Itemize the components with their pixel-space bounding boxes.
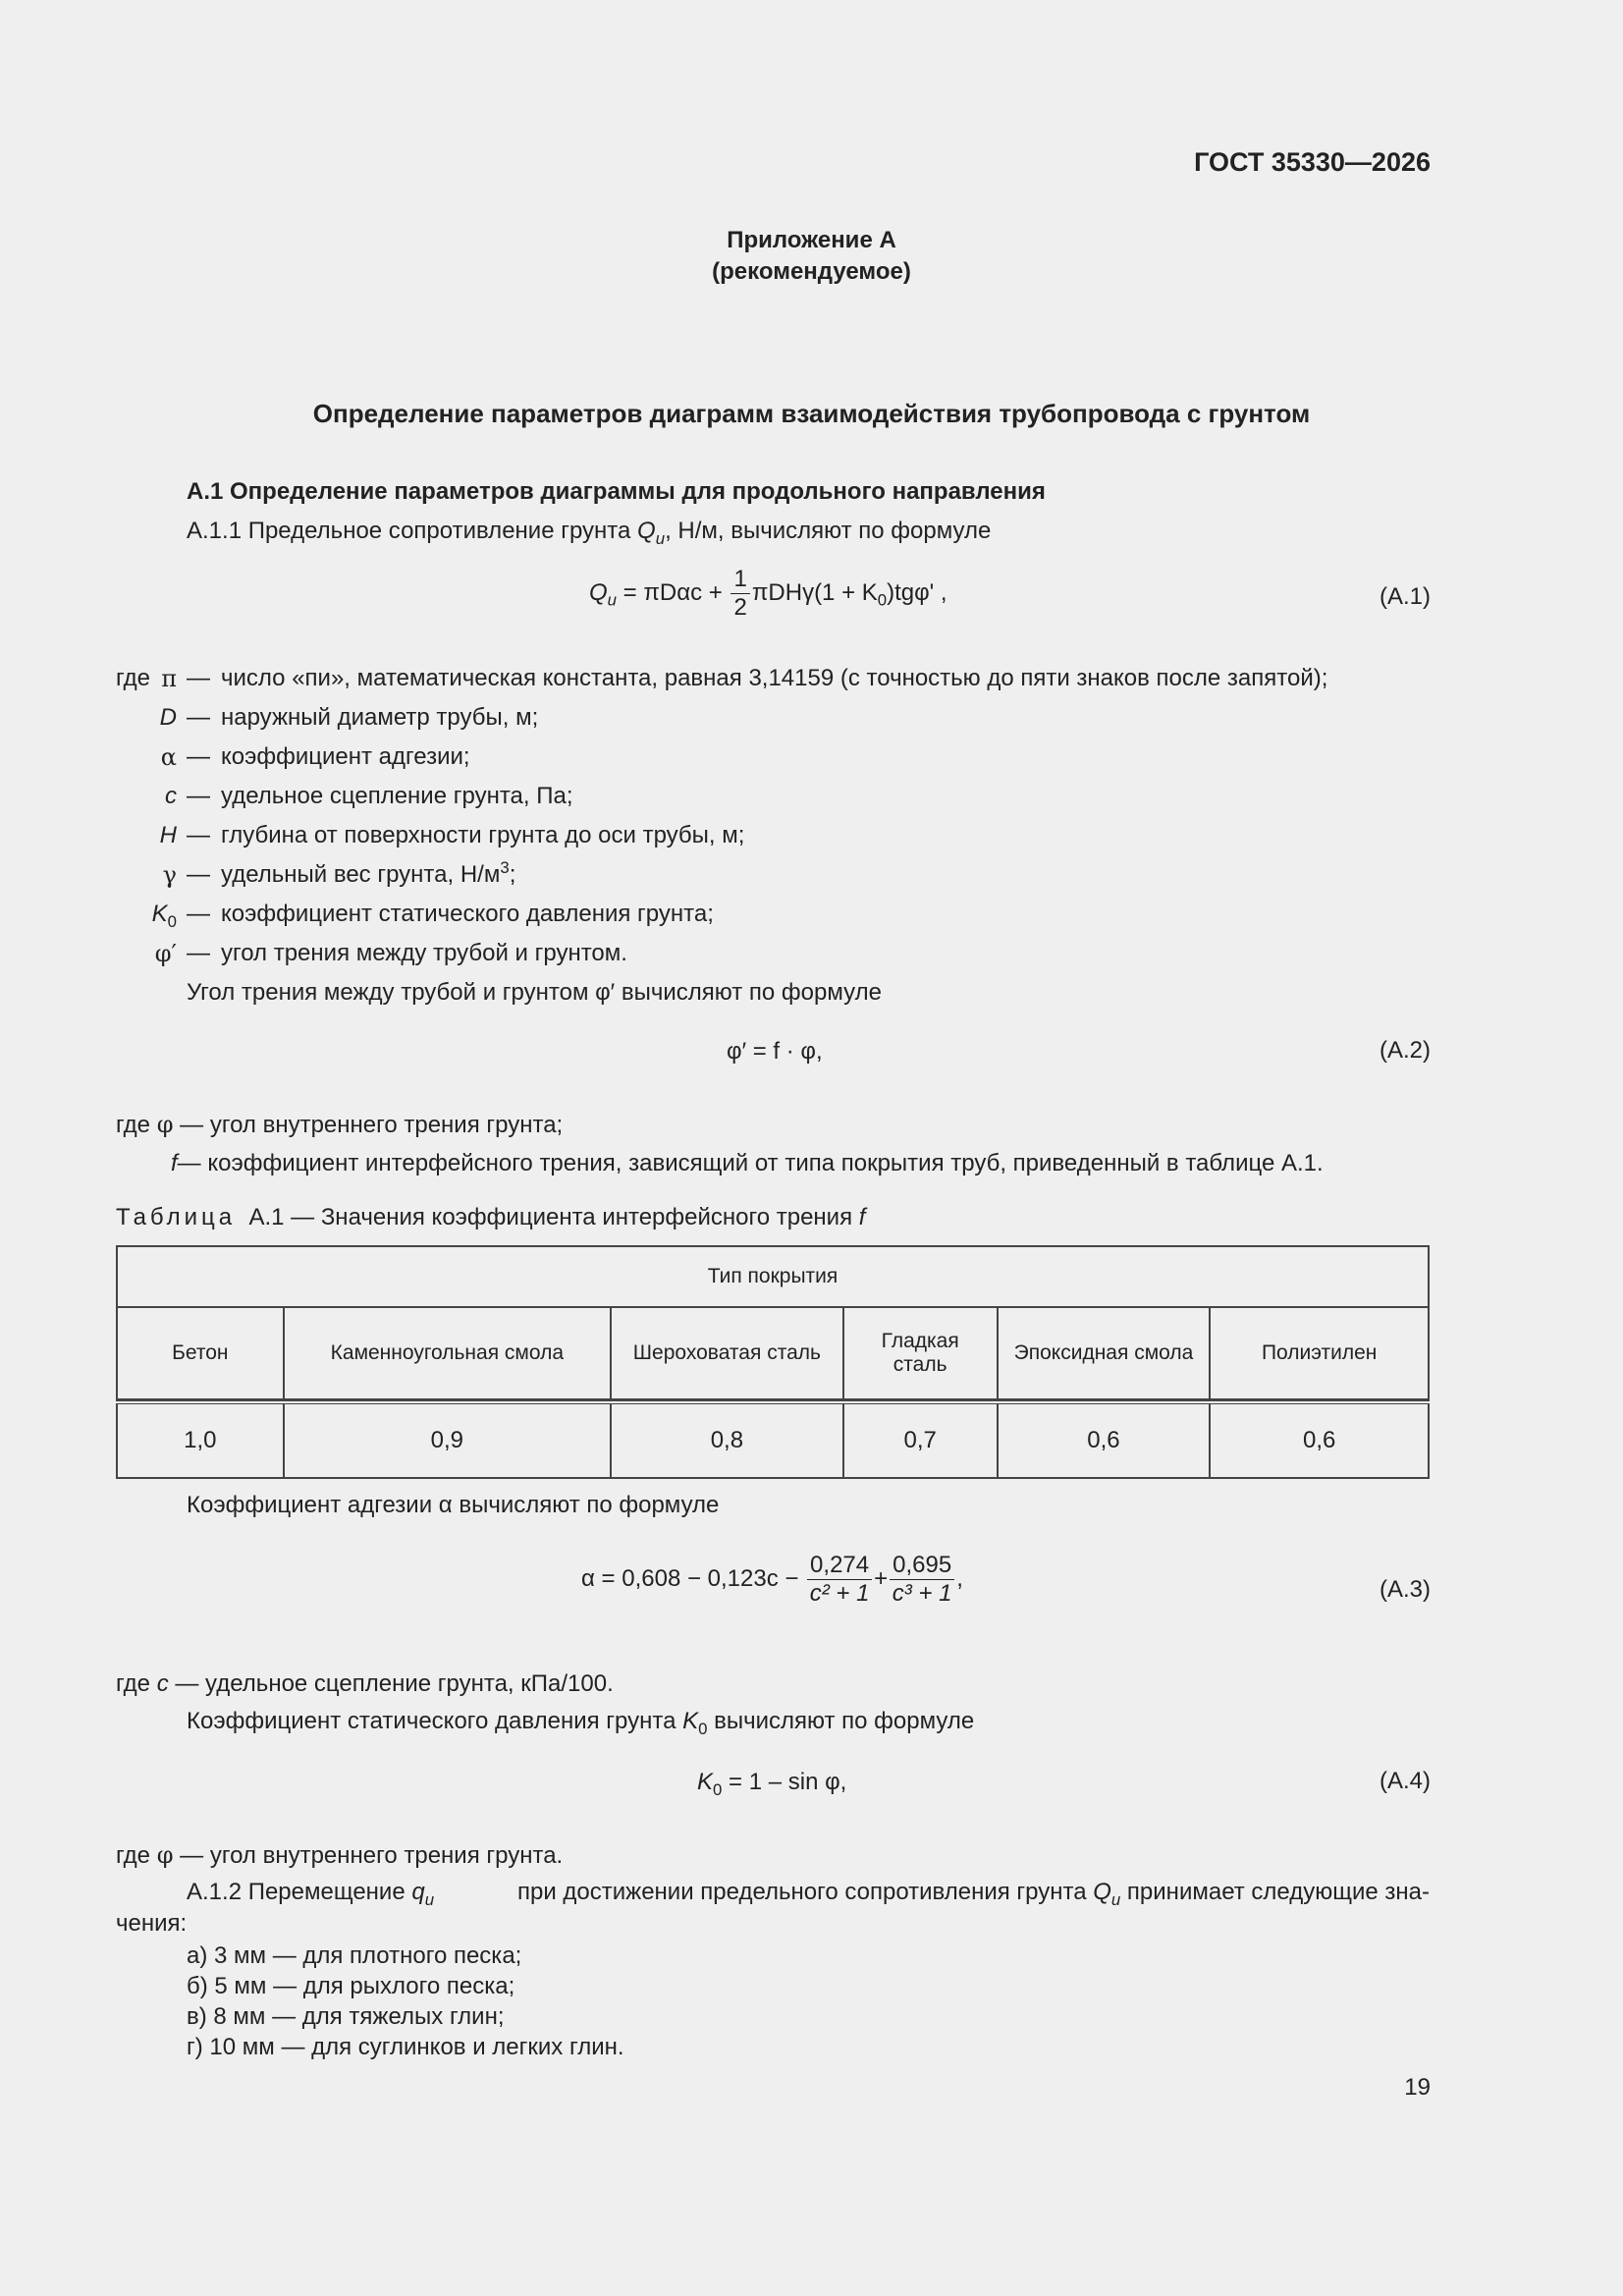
table-group-header: Тип покрытия: [117, 1246, 1429, 1307]
where-prefix: где: [116, 1112, 157, 1138]
formula-a1-part3: )tgφ' ,: [887, 578, 947, 606]
table-column-header: Каменноугольная смола: [284, 1307, 611, 1399]
where-description: [221, 860, 515, 890]
symbol-q-subscript: u: [655, 528, 666, 548]
where-symbol-text: π: [161, 665, 177, 692]
em-dash: —: [187, 901, 210, 927]
table-cell: 0,8: [611, 1402, 843, 1478]
fraction-numerator: 0,695: [890, 1552, 954, 1580]
formula-a3-fraction-1: [807, 1552, 872, 1608]
em-dash: —: [187, 665, 210, 691]
paragraph-a12-prefix: А.1.2 Перемещение: [187, 1879, 412, 1905]
where-symbol-sub: 0: [167, 911, 177, 931]
where-symbol: [118, 703, 177, 733]
where-description: удельное сцепление грунта, кПа/100.: [205, 1670, 614, 1697]
where4-row: где φ — угол внутреннего трения грунта.: [116, 1841, 564, 1869]
where-symbol: [118, 782, 177, 811]
paragraph-a12-line2: чения:: [116, 1910, 188, 1937]
where-description: [221, 703, 538, 733]
table-caption: [116, 1203, 865, 1232]
formula-a1-part2-sub: 0: [877, 590, 888, 610]
formula-a3-tail: ,: [956, 1564, 963, 1592]
fraction-numerator: 0,274: [807, 1552, 872, 1580]
paragraph-adhesion: Коэффициент адгезии α вычисляют по формуле: [187, 1492, 720, 1518]
formula-a1-part1: = πDαc +: [617, 578, 730, 606]
formula-a3-fraction-2: [890, 1552, 954, 1608]
list-item: г) 10 мм — для суглинков и легких глин.: [187, 2034, 624, 2060]
where-description-tail: ;: [509, 861, 516, 888]
formula-a4-rhs: = 1 – sin φ,: [722, 1769, 847, 1795]
where-symbol: φ: [156, 1841, 174, 1869]
formula-a1-lhs-sub: u: [607, 590, 618, 610]
paragraph-a12-suffix: принимает следующие зна-: [1120, 1879, 1430, 1905]
formula-a1: [589, 566, 947, 622]
paragraph-a12-mid: при достижении предельного сопротивления грунта: [516, 1879, 1094, 1905]
paragraph-k0: [187, 1707, 974, 1736]
table-cell: 1,0: [117, 1402, 284, 1478]
where-symbol-text: H: [159, 822, 177, 848]
table-caption-symbol: f: [858, 1204, 866, 1230]
list-item: а) 3 мм — для плотного песка;: [187, 1942, 522, 1969]
where-symbol-text: γ: [162, 861, 177, 889]
where-description: [221, 742, 470, 772]
where-description: угол внутреннего трения грунта.: [209, 1842, 564, 1869]
equation-number-a3: (А.3): [1379, 1576, 1431, 1603]
where-symbol-text: D: [159, 704, 177, 731]
fraction-denominator: c³ + 1: [892, 1580, 952, 1607]
list-item: в) 8 мм — для тяжелых глин;: [187, 2003, 505, 2030]
symbol-Qu: Q: [1093, 1879, 1111, 1905]
where-description-text: коэффициент статического давления грунта;: [221, 901, 714, 927]
paragraph-k0-suffix: вычисляют по формуле: [707, 1708, 975, 1734]
where-description-text: наружный диаметр трубы, м;: [221, 704, 539, 731]
paragraph-a12-line1: [187, 1878, 1430, 1907]
where-symbol: [118, 742, 177, 772]
where-symbol: c: [156, 1670, 169, 1697]
where-description-sup: 3: [500, 858, 510, 877]
paragraph-a11-prefix: А.1.1 Предельное сопротивление грунта: [187, 518, 638, 544]
formula-a1-lhs: Q: [589, 578, 608, 606]
equation-number-a1: (А.1): [1379, 583, 1431, 610]
table-column-header: Гладкая сталь: [843, 1307, 998, 1399]
appendix-title: Приложение А: [727, 227, 896, 253]
symbol-qu-sub: u: [424, 1889, 435, 1909]
symbol-Qu-sub: u: [1110, 1889, 1121, 1909]
where-prefix: где: [116, 1842, 157, 1869]
section-title: Определение параметров диаграмм взаимодействия трубопровода с грунтом: [312, 399, 1311, 428]
where-description: [221, 939, 627, 968]
where-symbol: [118, 860, 177, 890]
table-cell: 0,6: [998, 1402, 1211, 1478]
where-symbol-text: φ′: [154, 940, 177, 967]
where3-row: где c — удельное сцепление грунта, кПа/100.: [116, 1670, 614, 1697]
where-description-text: удельное сцепление грунта, Па;: [221, 783, 573, 809]
fraction-numerator: 1: [730, 566, 749, 594]
subsection-heading: А.1 Определение параметров диаграммы для продольного направления: [187, 478, 1046, 505]
paragraph-a11: [187, 517, 991, 546]
formula-a2: φ′ = f · φ,: [727, 1038, 823, 1065]
where-description: коэффициент интерфейсного трения, зависящий от типа покрытия труб, приведенный в таблице А.1.: [207, 1150, 1324, 1176]
paragraph-a12-part1: [187, 1878, 434, 1907]
where-symbol: [118, 821, 177, 850]
where-description: [221, 821, 744, 850]
symbol-k0: K: [682, 1708, 699, 1734]
em-dash: —: [187, 743, 210, 770]
where-description-text: глубина от поверхности грунта до оси трубы, м;: [221, 822, 745, 848]
symbol-q: Q: [637, 518, 656, 544]
table-column-header: Шероховатая сталь: [611, 1307, 843, 1399]
page-number: 19: [1404, 2074, 1431, 2101]
em-dash: —: [187, 822, 210, 848]
where-symbol-text: α: [160, 743, 177, 771]
paragraph-k0-prefix: Коэффициент статического давления грунта: [187, 1708, 683, 1734]
where-symbol: [118, 900, 177, 929]
where-symbol: f: [171, 1150, 178, 1176]
em-dash: —: [187, 940, 210, 966]
fraction-denominator: c² + 1: [809, 1580, 870, 1607]
where-description-text: угол трения между трубой и грунтом.: [221, 940, 627, 966]
formula-a1-part2: πDHγ(1 + K: [751, 578, 878, 606]
where-description-text: число «пи», математическая константа, равная 3,14159 (с точностью до пяти знаков после запятой);: [221, 665, 1328, 691]
paragraph-a12-part2: [517, 1878, 1430, 1907]
formula-a4-lhs-sub: 0: [713, 1779, 723, 1799]
table-column-header: Полиэтилен: [1210, 1307, 1429, 1399]
table-caption-label: Таблица: [116, 1204, 237, 1230]
paragraph-friction: Угол трения между трубой и грунтом φ′ вычисляют по формуле: [187, 979, 882, 1006]
where-symbol: φ: [156, 1111, 174, 1138]
where-description: [221, 664, 1327, 693]
where-symbol: [118, 939, 177, 968]
symbol-k0-sub: 0: [698, 1719, 708, 1738]
formula-a1-fraction: [730, 566, 749, 622]
formula-a3: [581, 1552, 963, 1608]
where-prefix: где: [116, 1670, 157, 1697]
equation-number-a4: (А.4): [1379, 1768, 1431, 1794]
table-caption-text: А.1 — Значения коэффициента интерфейсного трения: [248, 1204, 859, 1230]
where-description-text: удельный вес грунта, Н/м: [221, 861, 501, 888]
table-cell: 0,7: [843, 1402, 998, 1478]
where-prefix: где: [116, 665, 151, 691]
list-item: б) 5 мм — для рыхлого песка;: [187, 1973, 515, 1999]
where-symbol-text: K: [151, 901, 168, 927]
formula-a4-lhs: K: [697, 1769, 714, 1795]
table-cell: 0,6: [1210, 1402, 1429, 1478]
table-cell: 0,9: [284, 1402, 611, 1478]
formula-a3-plus: +: [874, 1564, 889, 1592]
equation-number-a2: (А.2): [1379, 1037, 1431, 1064]
where-symbol: [118, 664, 177, 693]
appendix-status: (рекомендуемое): [712, 258, 911, 285]
where2-row-f: f— коэффициент интерфейсного трения, зависящий от типа покрытия труб, приведенный в таблице А.1.: [171, 1150, 1324, 1176]
paragraph-a11-suffix: , Н/м, вычисляют по формуле: [665, 518, 992, 544]
table-column-header: Эпоксидная смола: [998, 1307, 1211, 1399]
friction-table: [116, 1245, 1430, 1479]
formula-a3-lhs: α = 0,608 − 0,123c −: [581, 1564, 806, 1592]
where-description-text: коэффициент адгезии;: [221, 743, 470, 770]
symbol-qu: q: [411, 1879, 425, 1905]
fraction-denominator: 2: [733, 594, 747, 621]
document-code: ГОСТ 35330—2026: [1194, 147, 1431, 177]
where2-row-phi: где φ — угол внутреннего трения грунта;: [116, 1111, 564, 1138]
em-dash: —: [187, 783, 210, 809]
formula-a4: [697, 1768, 846, 1797]
where-description: угол внутреннего трения грунта;: [209, 1112, 564, 1138]
where-symbol-text: c: [165, 783, 177, 809]
where-description: [221, 900, 714, 929]
where-description: [221, 782, 573, 811]
em-dash: —: [187, 861, 210, 888]
table-column-header: Бетон: [117, 1307, 284, 1399]
em-dash: —: [187, 704, 210, 731]
